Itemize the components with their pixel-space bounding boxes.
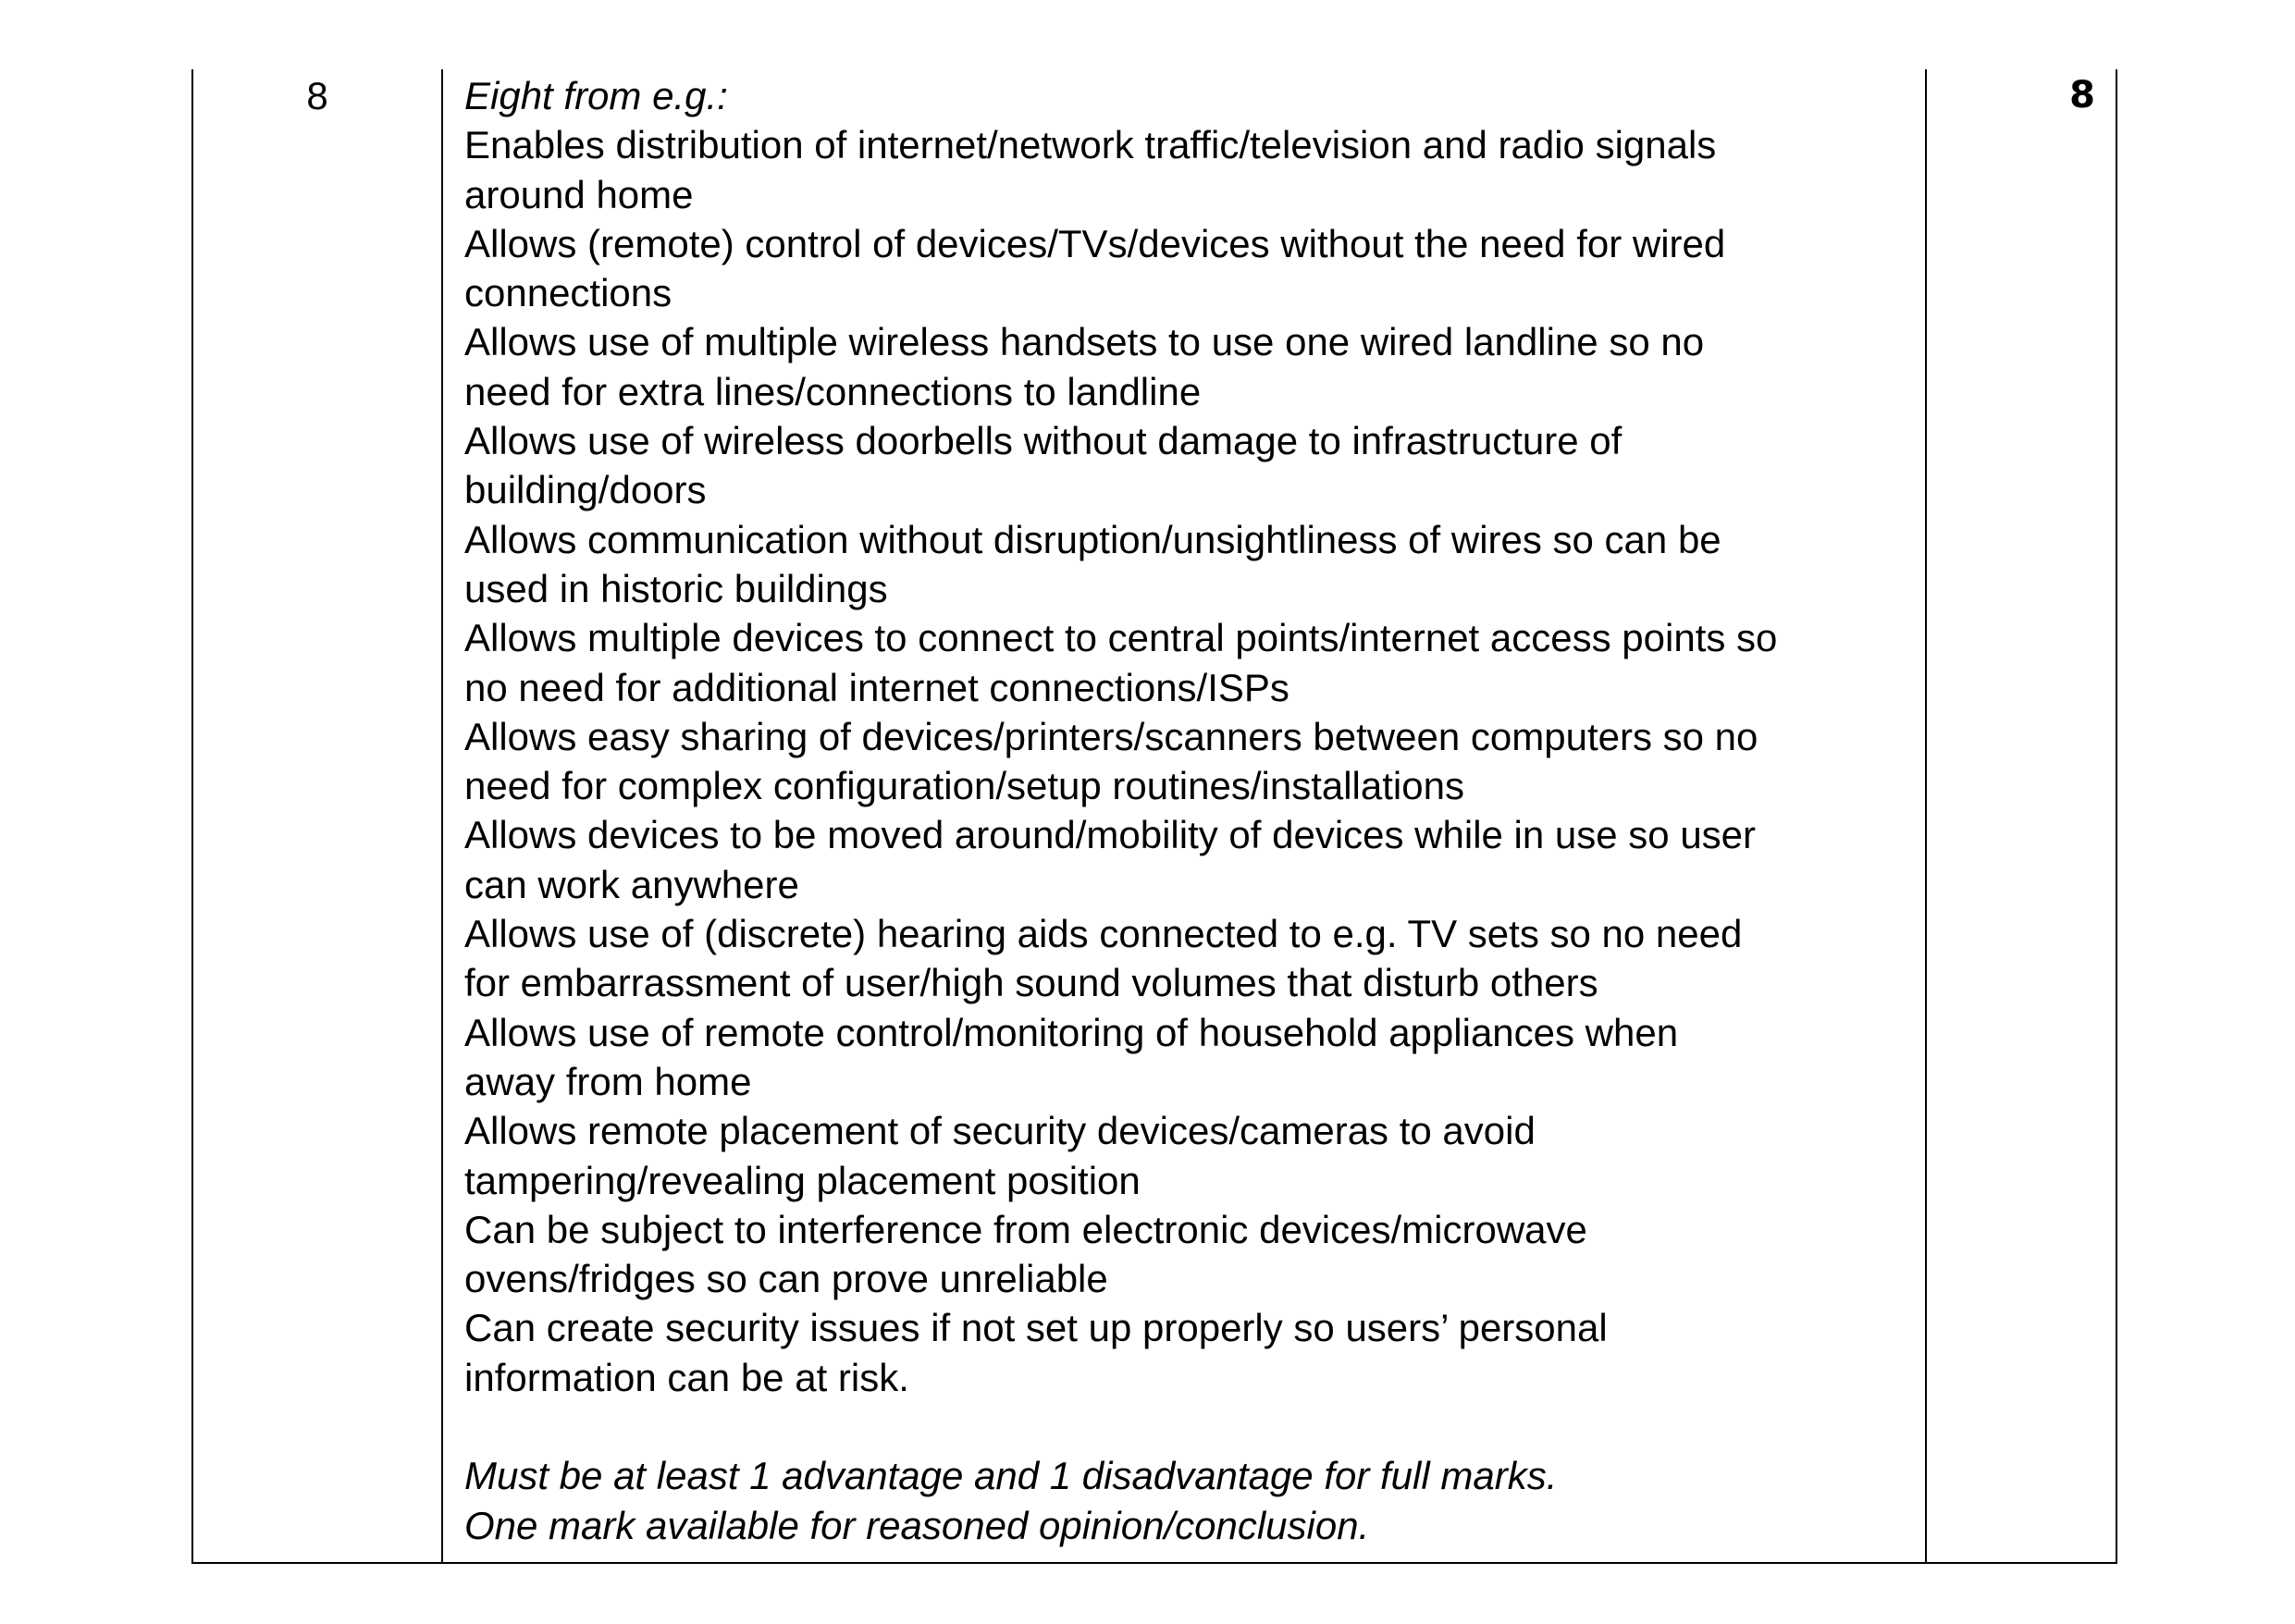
answer-point-continuation: used in historic buildings (464, 566, 888, 610)
answer-point-continuation: ovens/fridges so can prove unreliable (464, 1257, 1108, 1301)
marks-value: 8 (2069, 74, 2095, 117)
answer-point: Allows use of multiple wireless handsets to use one wired landline so no (464, 320, 1705, 364)
answer-point-continuation: can work anywhere (464, 862, 799, 906)
answer-point: Allows multiple devices to connect to central points/internet access points so (464, 616, 1778, 660)
answer-point-continuation: connections (464, 271, 672, 315)
answer-point-continuation: for embarrassment of user/high sound volumes that disturb others (464, 961, 1598, 1005)
answer-point: Allows devices to be moved around/mobility of devices while in use so user (464, 813, 1757, 857)
answer-point: Enables distribution of internet/network traffic/television and radio signals (464, 123, 1717, 167)
answer-point: Allows use of wireless doorbells without damage to infrastructure of (464, 419, 1623, 463)
answer-point-continuation: need for complex configuration/setup routines/installations (464, 764, 1464, 808)
column-divider (441, 69, 443, 1562)
answer-point: Allows use of (discrete) hearing aids connected to e.g. TV sets so no need (464, 912, 1743, 956)
answer-point: Allows (remote) control of devices/TVs/devices without the need for wired (464, 221, 1726, 265)
answer-point-continuation: away from home (464, 1059, 752, 1103)
answer-point: Allows easy sharing of devices/printers/scanners between computers so no (464, 714, 1758, 758)
answer-point-continuation: building/doors (464, 468, 707, 512)
blank-line (464, 1402, 1919, 1451)
guidance-note: Must be at least 1 advantage and 1 disadvantage for full marks. (464, 1454, 1558, 1498)
answer-points (464, 120, 1919, 1402)
answer-point-continuation: need for extra lines/connections to landline (464, 369, 1202, 413)
answer-cell (464, 69, 1919, 1550)
answer-intro: Eight from e.g.: (464, 74, 728, 117)
answer-point: Allows remote placement of security devices/cameras to avoid (464, 1109, 1536, 1153)
guidance-note: One mark available for reasoned opinion/conclusion. (464, 1503, 1370, 1547)
question-number: 8 (306, 74, 328, 117)
answer-point-continuation: information can be at risk. (464, 1355, 909, 1399)
answer-point: Can be subject to interference from electronic devices/microwave (464, 1207, 1587, 1251)
mark-scheme-table (191, 69, 2117, 1564)
answer-point: Allows communication without disruption/unsightliness of wires so can be (464, 517, 1721, 561)
answer-point-continuation: tampering/revealing placement position (464, 1158, 1141, 1202)
answer-point: Can create security issues if not set up properly so users’ personal (464, 1306, 1608, 1350)
answer-point-continuation: no need for additional internet connections/ISPs (464, 665, 1289, 709)
answer-point: Allows use of remote control/monitoring of household appliances when (464, 1010, 1679, 1054)
column-divider (1925, 69, 1927, 1562)
answer-point-continuation: around home (464, 172, 694, 216)
